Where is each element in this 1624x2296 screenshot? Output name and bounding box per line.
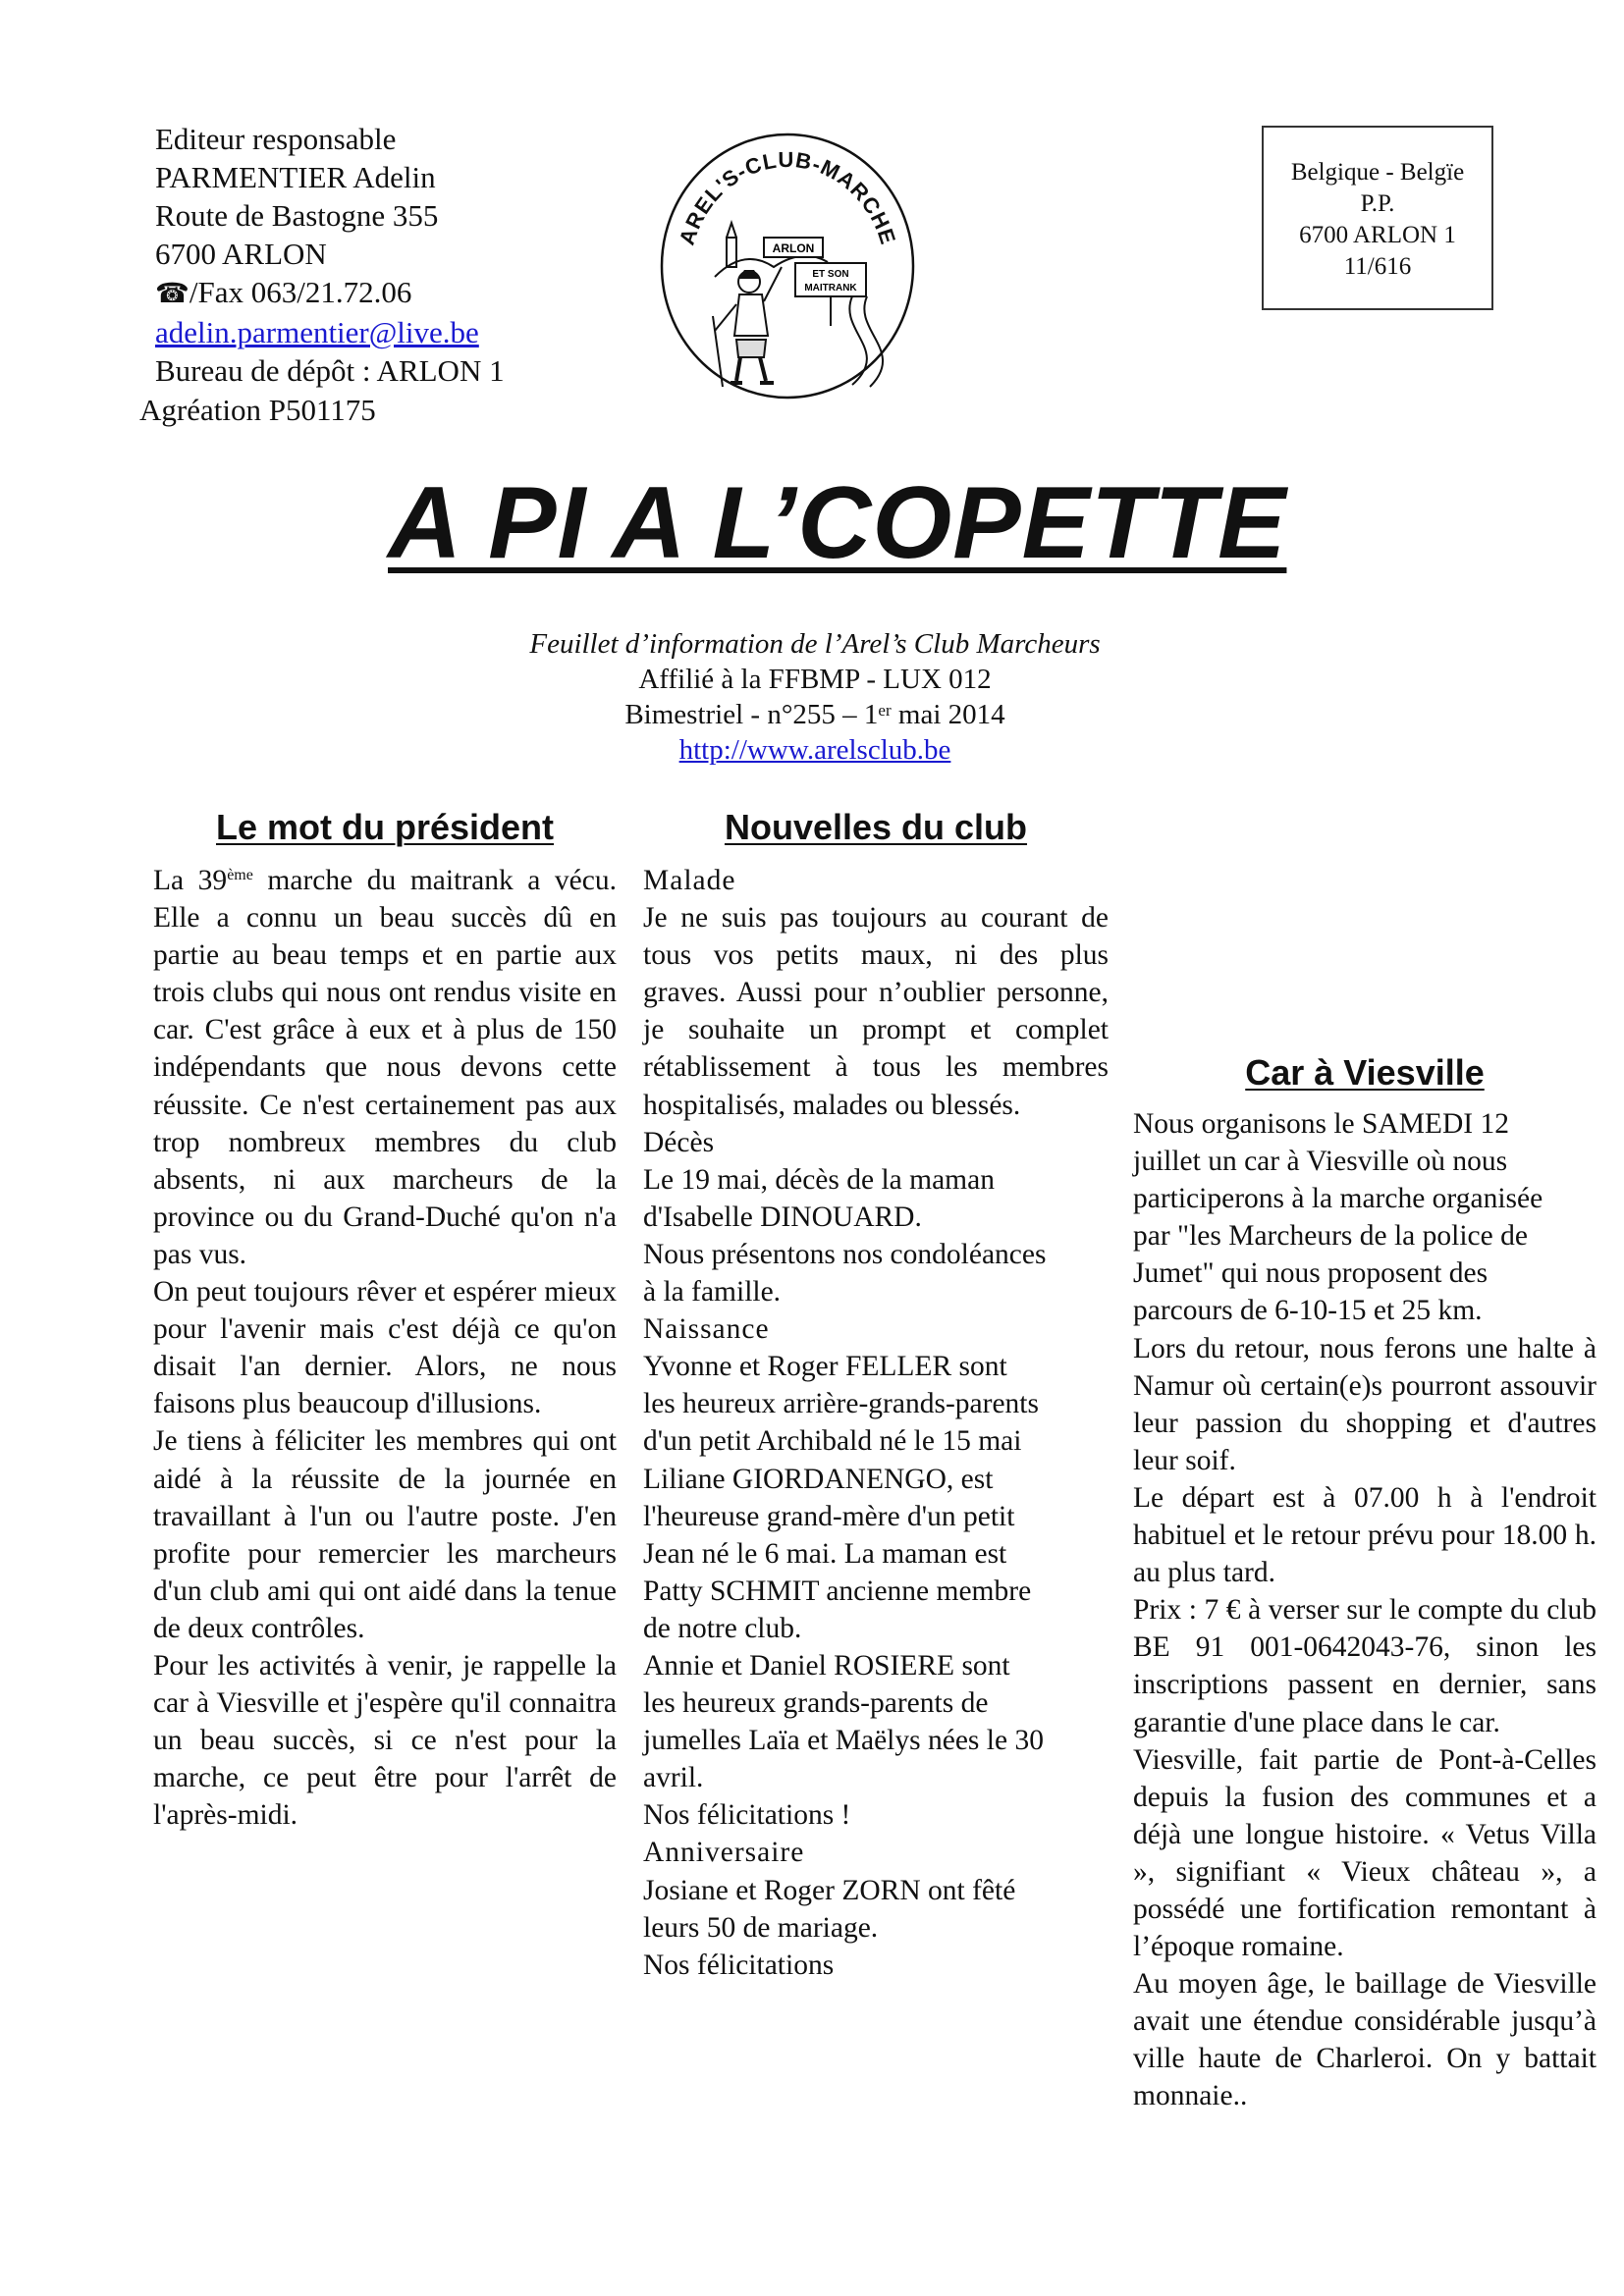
editor-title: Editeur responsable bbox=[155, 122, 397, 156]
car-line: juillet un car à Viesville où nous bbox=[1133, 1146, 1508, 1178]
news-column bbox=[643, 862, 1109, 1984]
news-label-naissance: Naissance bbox=[643, 1313, 770, 1346]
news-label-malade: Malade bbox=[643, 865, 736, 896]
editor-street: Route de Bastogne 355 bbox=[155, 198, 439, 233]
subtitle-affiliation: Affilié à la FFBMP - LUX 012 bbox=[638, 664, 992, 695]
issue-sup: er bbox=[878, 701, 892, 720]
logo-sign-bottom-1: ET SON bbox=[812, 269, 849, 280]
editor-phone-row bbox=[155, 273, 505, 313]
news-line: à la famille. bbox=[643, 1276, 782, 1308]
logo-sign-top: ARLON bbox=[772, 241, 815, 255]
news-line: Yvonne et Roger FELLER sont bbox=[643, 1351, 1007, 1383]
news-line: Nos félicitations ! bbox=[643, 1799, 851, 1832]
news-line: d'Isabelle DINOUARD. bbox=[643, 1201, 922, 1233]
issue-number: Bimestriel - n°255 – 1 bbox=[624, 699, 879, 730]
news-label-deces: Décès bbox=[643, 1126, 715, 1158]
editor-name: PARMENTIER Adelin bbox=[155, 160, 436, 194]
president-p1-sup: ème bbox=[227, 867, 253, 883]
car-line: participerons à la marche organisée bbox=[1133, 1183, 1543, 1215]
website-link[interactable]: http://www.arelsclub.be bbox=[678, 734, 951, 766]
car-line: parcours de 6-10-15 et 25 km. bbox=[1133, 1295, 1483, 1327]
car-paragraph: Viesville, fait partie de Pont-à-Celles depuis la fusion des communes et a déjà une longue histoire. « Vetus Villa », signifiant « Vieux château », a possédé une fortification remontant à l’époque romaine. bbox=[1133, 1743, 1597, 1963]
car-paragraph: Le départ est à 07.00 h à l'endroit habituel et le retour prévu pour 18.00 h. au plus tard. bbox=[1133, 1481, 1597, 1589]
news-line: avril. bbox=[643, 1762, 704, 1794]
news-line: Le 19 mai, décès de la maman bbox=[643, 1163, 995, 1196]
editor-phone: /Fax 063/21.72.06 bbox=[189, 275, 412, 309]
postage-pp: P.P. bbox=[1360, 190, 1395, 217]
president-p1-start: La 39 bbox=[153, 865, 228, 896]
car-line: Nous organisons le SAMEDI 12 bbox=[1133, 1108, 1509, 1140]
news-malade-text: Je ne suis pas toujours au courant de tous vos petits maux, ni des plus graves. Aussi pour n’oublier personne, je souhaite un prompt et complet rétablissement à tous les membres hospitalisés, malades ou blessés. bbox=[643, 902, 1109, 1121]
postage-country: Belgique - Belgïe bbox=[1290, 159, 1465, 186]
news-label-anniversaire: Anniversaire bbox=[643, 1837, 805, 1869]
news-line: Nos félicitations bbox=[643, 1949, 835, 1981]
issue-date: mai 2014 bbox=[891, 699, 1005, 730]
news-line: leurs 50 de mariage. bbox=[643, 1911, 879, 1944]
agreation-number: Agréation P501175 bbox=[139, 393, 376, 427]
news-line: les heureux grands-parents de bbox=[643, 1687, 989, 1720]
news-line: jumelles Laïa et Maëlys nées le 30 bbox=[643, 1725, 1044, 1757]
logo-sign-bottom-2: MAITRANK bbox=[804, 283, 857, 294]
telephone-icon: ☎ bbox=[155, 279, 189, 309]
car-column bbox=[1133, 1105, 1597, 2115]
newsletter-title: A PI A L’COPETTE bbox=[388, 466, 1287, 580]
president-paragraph: Pour les activités à venir, je rappelle la car à Viesville et j'espère qu'il connaitra un beau succès, si ce n'est pour la marche, ce peut être pour l'arrêt de l'après-midi. bbox=[153, 1649, 617, 1832]
car-paragraph: Lors du retour, nous ferons une halte à Namur où certain(e)s pourront assouvir leur passion du shopping et d'autres leur soif. bbox=[1133, 1332, 1597, 1476]
editor-bureau: Bureau de dépôt : ARLON 1 bbox=[155, 353, 505, 388]
news-line: Patty SCHMIT ancienne membre bbox=[643, 1575, 1032, 1607]
news-line: Annie et Daniel ROSIERE sont bbox=[643, 1649, 1010, 1682]
editor-email-link[interactable]: adelin.parmentier@live.be bbox=[155, 315, 479, 349]
postage-office: 6700 ARLON 1 bbox=[1299, 222, 1456, 248]
subtitle-description: Feuillet d’information de l’Arel’s Club Marcheurs bbox=[529, 628, 1101, 660]
newsletter-subtitle bbox=[388, 626, 1242, 768]
president-paragraph bbox=[153, 862, 617, 1273]
news-heading: Nouvelles du club bbox=[724, 807, 1028, 847]
car-paragraph: Au moyen âge, le baillage de Viesville avait une étendue considérable jusqu’à ville haute de Charleroi. On y battait monnaie.. bbox=[1133, 1968, 1597, 2112]
club-logo bbox=[656, 130, 919, 402]
logo-ring-text: AREL'S-CLUB-MARCHE bbox=[674, 146, 901, 248]
president-column bbox=[153, 862, 617, 1834]
news-line: Josiane et Roger ZORN ont fêté bbox=[643, 1874, 1016, 1906]
postage-box bbox=[1262, 126, 1493, 310]
editor-block bbox=[155, 120, 505, 390]
news-line: de notre club. bbox=[643, 1612, 802, 1644]
postage-number: 11/616 bbox=[1343, 253, 1412, 280]
svg-text:AREL'S-CLUB-MARCHE bbox=[675, 147, 901, 248]
news-line: Liliane GIORDANENGO, est bbox=[643, 1463, 994, 1495]
president-p1-rest: marche du maitrank a vécu. Elle a connu un beau succès dû en partie au beau temps et en partie aux trois clubs qui nous ont rendus visite en car. C'est grâce à eux et à plus de 150 indépendants que nous devons cette réussite. Ce n'est certainement pas aux trop nombreux membres du club absents, ni aux marcheurs de la province ou du Grand-Duché qu'on n'a pas vus. bbox=[153, 865, 617, 1270]
news-line: les heureux arrière-grands-parents bbox=[643, 1388, 1039, 1420]
subtitle-issue bbox=[388, 697, 1242, 732]
news-line: Nous présentons nos condoléances bbox=[643, 1238, 1047, 1270]
president-paragraph: On peut toujours rêver et espérer mieux pour l'avenir mais c'est déjà ce qu'on disait l'an dernier. Alors, ne nous faisons plus beaucoup d'illusions. bbox=[153, 1276, 617, 1420]
president-heading: Le mot du président bbox=[215, 807, 555, 847]
news-line: Jean né le 6 mai. La maman est bbox=[643, 1537, 1007, 1570]
car-paragraph: Prix : 7 € à verser sur le compte du club BE 91 001-0642043-76, sinon les inscriptions passent en dernier, sans garantie d'une place dans le car. bbox=[1133, 1594, 1597, 1738]
car-heading: Car à Viesville bbox=[1245, 1052, 1485, 1093]
editor-city: 6700 ARLON bbox=[155, 237, 327, 271]
news-line: l'heureuse grand-mère d'un petit bbox=[643, 1500, 1015, 1532]
car-line: par "les Marcheurs de la police de bbox=[1133, 1220, 1528, 1253]
car-line: Jumet" qui nous proposent des bbox=[1133, 1257, 1489, 1290]
president-paragraph: Je tiens à féliciter les membres qui ont aidé à la réussite de la journée en travaillant à l'un ou l'autre poste. J'en profite pour remercier les marcheurs d'un club ami qui ont aidé dans la tenue de deux contrôles. bbox=[153, 1425, 617, 1644]
news-line: d'un petit Archibald né le 15 mai bbox=[643, 1425, 1022, 1458]
